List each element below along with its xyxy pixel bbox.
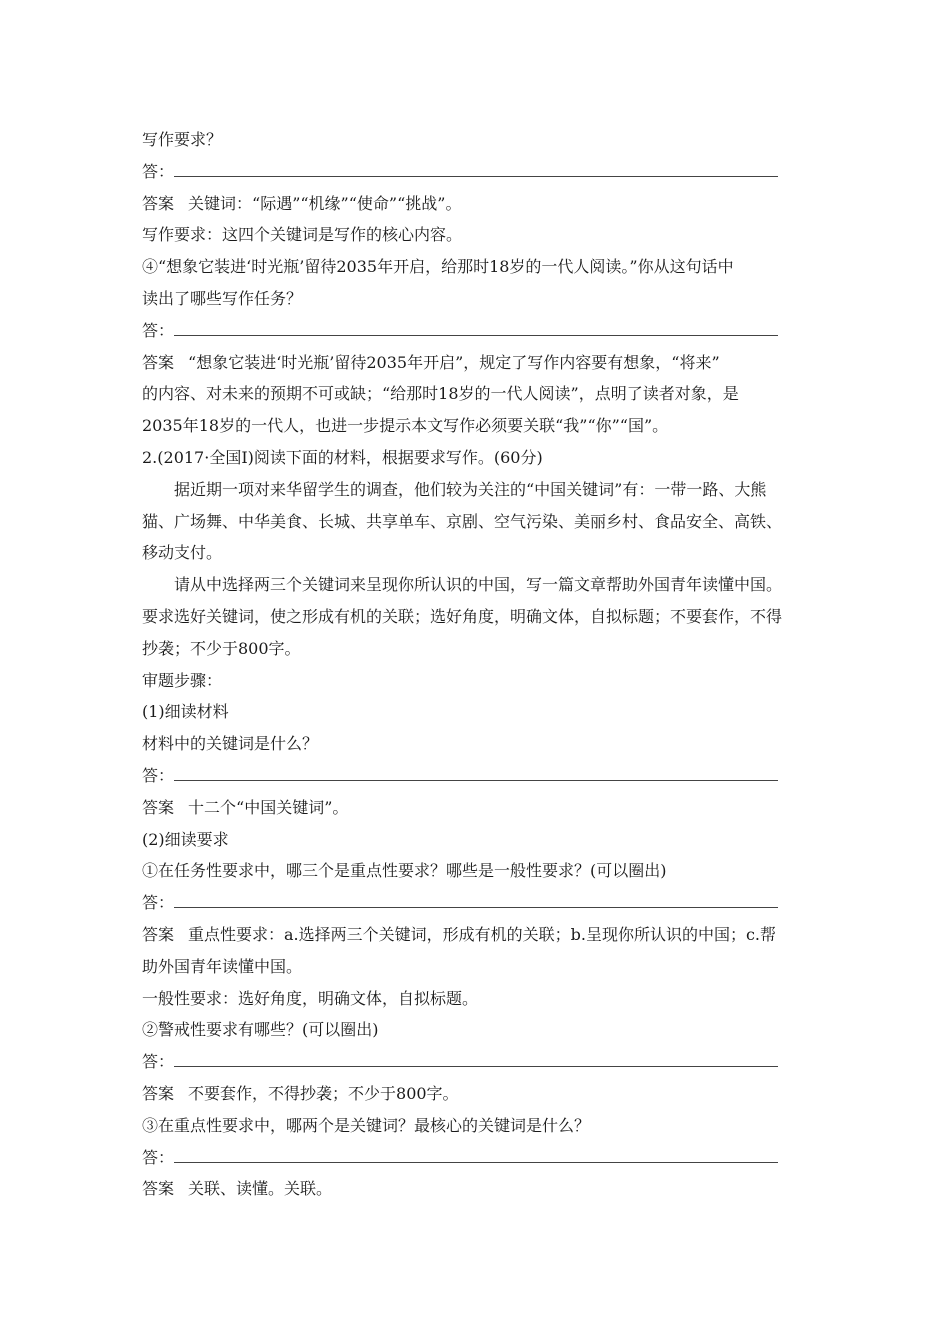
answer-tag: 答案 bbox=[142, 1083, 175, 1103]
answer-label: 答： bbox=[142, 765, 175, 785]
answer-blank-line[interactable] bbox=[174, 1048, 778, 1067]
question-text: ①在任务性要求中，哪三个是重点性要求？哪些是一般性要求？(可以圈出) bbox=[142, 861, 667, 881]
answer-text bbox=[142, 1078, 812, 1110]
answer-blank-line[interactable] bbox=[174, 762, 778, 781]
answer-label: 答： bbox=[142, 1147, 175, 1167]
answer-text: 2035年18岁的一代人，也进一步提示本文写作必须要关联“我”“你”“国”。 bbox=[142, 416, 669, 436]
answer-text: 助外国青年读懂中国。 bbox=[142, 956, 303, 976]
answer-body: “想象它装进‘时光瓶’留待2035年开启”，规定了写作内容要有想象，“将来” bbox=[188, 352, 720, 372]
answer-tag: 答案 bbox=[142, 797, 175, 817]
answer-text bbox=[142, 1173, 812, 1205]
requirement-paragraph: 请从中选择两三个关键词来呈现你所认识的中国，写一篇文章帮助外国青年读懂中国。 bbox=[174, 575, 783, 595]
requirement-paragraph: 要求选好关键词，使之形成有机的关联；选好角度，明确文体，自拟标题；不要套作，不得 bbox=[142, 606, 783, 626]
answer-blank-line[interactable] bbox=[174, 317, 778, 336]
answer-text: 一般性要求：选好角度，明确文体，自拟标题。 bbox=[142, 988, 479, 1008]
answer-field[interactable] bbox=[142, 760, 812, 792]
answer-field[interactable] bbox=[142, 156, 812, 188]
answer-field[interactable] bbox=[142, 1142, 812, 1174]
answer-text: 写作要求：这四个关键词是写作的核心内容。 bbox=[142, 225, 463, 245]
answer-text bbox=[142, 919, 812, 951]
answer-field[interactable] bbox=[142, 1046, 812, 1078]
question-text: 写作要求？ bbox=[142, 130, 223, 149]
material-paragraph: 据近期一项对来华留学生的调查，他们较为关注的“中国关键词”有：一带一路、大熊 bbox=[174, 479, 767, 499]
answer-label: 答： bbox=[142, 893, 175, 913]
step-heading: (1)细读材料 bbox=[142, 702, 229, 722]
answer-body: 十二个“中国关键词”。 bbox=[188, 797, 349, 817]
answer-body: 重点性要求：a.选择两三个关键词，形成有机的关联；b.呈现你所认识的中国；c.帮 bbox=[188, 924, 777, 944]
answer-text bbox=[142, 347, 812, 379]
requirement-paragraph: 抄袭；不少于800字。 bbox=[142, 638, 301, 658]
material-paragraph: 猫、广场舞、中华美食、长城、共享单车、京剧、空气污染、美丽乡村、食品安全、高铁、 bbox=[142, 511, 783, 531]
answer-body: 不要套作，不得抄袭；不少于800字。 bbox=[188, 1083, 459, 1103]
step-heading: (2)细读要求 bbox=[142, 829, 229, 849]
document-body bbox=[142, 124, 812, 1205]
answer-tag: 答案 bbox=[142, 924, 175, 944]
material-paragraph: 移动支付。 bbox=[142, 543, 223, 563]
answer-label: 答： bbox=[142, 161, 175, 181]
answer-label: 答： bbox=[142, 1052, 175, 1072]
answer-blank-line[interactable] bbox=[174, 1144, 778, 1163]
section-heading: 审题步骤： bbox=[142, 670, 223, 690]
answer-field[interactable] bbox=[142, 887, 812, 919]
question-text: ②警戒性要求有哪些？(可以圈出) bbox=[142, 1020, 379, 1040]
answer-body: 关联、读懂。关联。 bbox=[188, 1179, 333, 1199]
answer-blank-line[interactable] bbox=[174, 889, 778, 908]
answer-text: 的内容、对未来的预期不可或缺；“给那时18岁的一代人阅读”，点明了读者对象，是 bbox=[142, 384, 739, 404]
question-text: ③在重点性要求中，哪两个是关键词？最核心的关键词是什么？ bbox=[142, 1115, 591, 1135]
answer-tag: 答案 bbox=[142, 193, 175, 213]
answer-text bbox=[142, 188, 812, 220]
answer-tag: 答案 bbox=[142, 352, 175, 372]
answer-body: 关键词：“际遇”“机缘”“使命”“挑战”。 bbox=[188, 193, 462, 213]
question-text: 材料中的关键词是什么？ bbox=[142, 734, 319, 754]
answer-tag: 答案 bbox=[142, 1179, 175, 1199]
answer-label: 答： bbox=[142, 320, 175, 340]
answer-text bbox=[142, 792, 812, 824]
answer-blank-line[interactable] bbox=[174, 158, 778, 177]
question-heading: 2.(2017·全国Ⅰ)阅读下面的材料，根据要求写作。(60分) bbox=[142, 447, 543, 467]
answer-field[interactable] bbox=[142, 315, 812, 347]
question-text: ④“想象它装进‘时光瓶’留待2035年开启，给那时18岁的一代人阅读。”你从这句话中 bbox=[142, 257, 734, 277]
question-text: 读出了哪些写作任务？ bbox=[142, 288, 303, 308]
